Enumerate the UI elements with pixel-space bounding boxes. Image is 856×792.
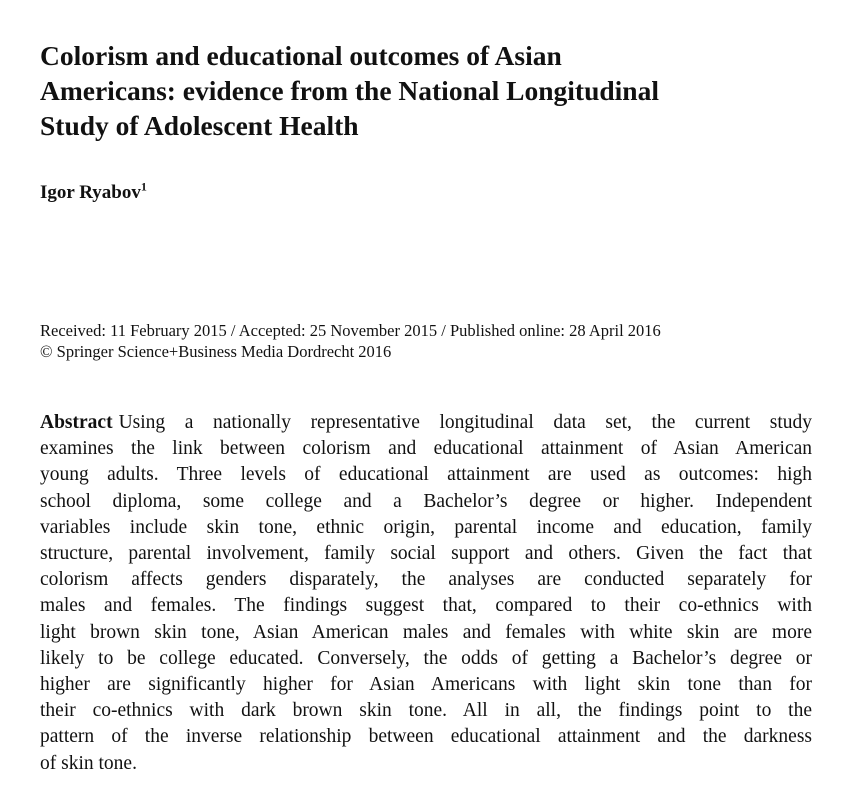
abstract-line: their co-ethnics with dark brown skin tone. All in all, the findings point to the (40, 700, 812, 722)
abstract-line: light brown skin tone, Asian American males and females with white skin are more (40, 621, 812, 643)
abstract-line: males and females. The findings suggest that, compared to their co-ethnics with (40, 595, 812, 617)
title-line: Study of Adolescent Health (40, 110, 359, 141)
article-front-matter (40, 38, 812, 777)
abstract-line: variables include skin tone, ethnic origin, parental income and education, family (40, 516, 812, 538)
abstract-line: young adults. Three levels of educational attainment are used as outcomes: high (40, 464, 812, 486)
abstract-line: likely to be college educated. Conversely, the odds of getting a Bachelor’s degree or (40, 647, 812, 669)
abstract-heading: Abstract (40, 412, 113, 433)
title-line: Americans: evidence from the National Longitudinal (40, 75, 659, 106)
article-history (40, 320, 812, 362)
affiliation-mark: 1 (140, 179, 147, 194)
abstract-line-text: Using a nationally representative longitudinal data set, the current study (118, 412, 812, 433)
abstract-line: of skin tone. (40, 752, 137, 774)
abstract-line: structure, parental involvement, family social support and others. Given the fact that (40, 543, 812, 565)
abstract-line: examines the link between colorism and educational attainment of Asian American (40, 438, 812, 460)
abstract-line (40, 410, 812, 436)
abstract-line: higher are significantly higher for Asian Americans with light skin tone than for (40, 674, 812, 696)
abstract (40, 410, 812, 777)
author-line (40, 181, 812, 205)
abstract-line: pattern of the inverse relationship between educational attainment and the darkness (40, 726, 812, 748)
title-line: Colorism and educational outcomes of Asian (40, 40, 562, 71)
article-title (40, 38, 740, 143)
abstract-line: school diploma, some college and a Bachelor’s degree or higher. Independent (40, 490, 812, 512)
publication-history: Received: 11 February 2015 / Accepted: 25 November 2015 / Published online: 28 April 2016 (40, 321, 661, 340)
copyright-notice: © Springer Science+Business Media Dordrecht 2016 (40, 342, 392, 361)
author-name: Igor Ryabov (40, 182, 141, 203)
abstract-line: colorism affects genders disparately, the analyses are conducted separately for (40, 569, 812, 591)
